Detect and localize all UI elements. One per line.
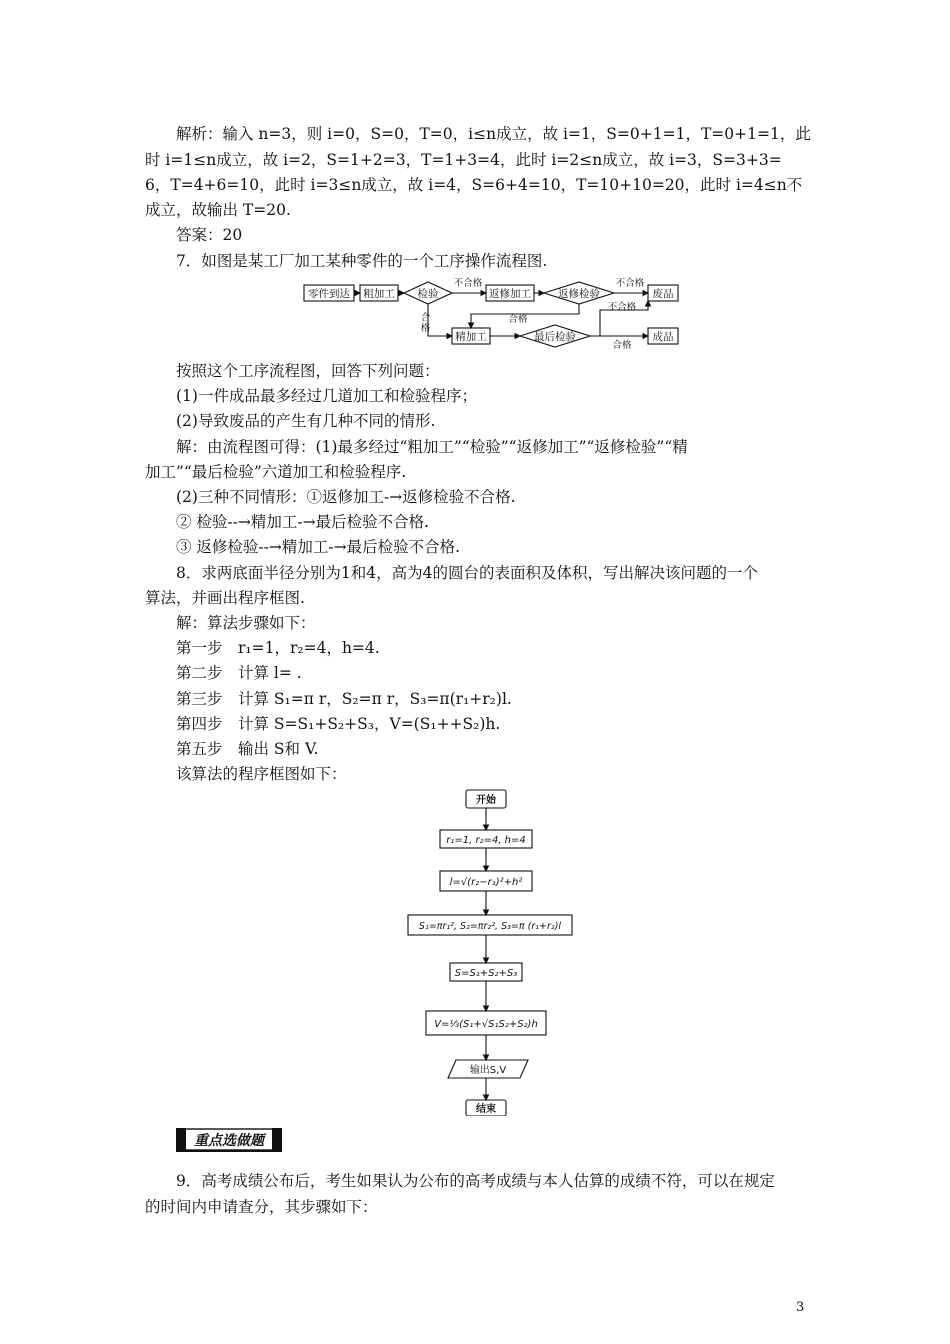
step-1: 第一步 r₁=1，r₂=4，h=4.: [176, 639, 380, 657]
step-4: 第四步 计算 S=S₁+S₂+S₃，V=(S₁++S₂)h.: [176, 715, 501, 733]
flow-calc-s-label: S₁=πr₁², S₂=πr₂², S₃=π (r₁+r₂)l: [418, 921, 562, 932]
flow-init-label: r₁=1, r₂=4, h=4: [446, 835, 526, 846]
page-number: 3: [796, 1300, 805, 1315]
label-rough: 粗加工: [363, 288, 395, 300]
question-9-line-2: 的时间内申请查分，其步骤如下：: [145, 1198, 378, 1216]
answer-7-line-4: ② 检验--→精加工-→最后检验不合格.: [176, 513, 430, 531]
question-8-line-1: 8．求两底面半径分别为1和4，高为4的圆台的表面积及体积，写出解决该问题的一个: [176, 564, 758, 582]
step-3: 第三步 计算 S₁=π r，S₂=π r，S₃=π(r₁+r₂)l.: [176, 690, 512, 708]
flow-end-label: 结束: [476, 1104, 496, 1115]
question-8-line-2: 算法，并画出程序框图.: [145, 589, 305, 607]
edge-fail-3: 不合格: [607, 302, 637, 313]
answer-7-line-3: (2)三种不同情形：①返修加工-→返修检验不合格.: [176, 488, 516, 506]
label-rework: 返修加工: [489, 288, 531, 300]
step-2: 第二步 计算 l= .: [176, 664, 302, 682]
questions-intro: 按照这个工序流程图，回答下列问题：: [176, 362, 440, 380]
flow-volume-label: V=⅓(S₁+√S₁S₂+S₂)h: [434, 1019, 538, 1030]
label-scrap: 废品: [652, 288, 674, 300]
edge-fail-2: 不合格: [615, 278, 645, 289]
process-flowchart: [300, 272, 685, 352]
flowchart-intro: 该算法的程序框图如下：: [176, 765, 347, 783]
steps-intro: 解：算法步骤如下：: [176, 614, 316, 632]
edge-pass-vertical: 合格: [418, 312, 430, 333]
algorithm-flowchart: [400, 786, 580, 1116]
step-5: 第五步 输出 S和 V.: [176, 740, 319, 758]
answer-line: 答案：20: [176, 226, 243, 244]
answer-7-line-5: ③ 返修检验--→精加工-→最后检验不合格.: [176, 538, 461, 556]
label-part-arrive: 零件到达: [308, 288, 350, 300]
answer-7-line-1: 解：由流程图可得：(1)最多经过“粗加工”“检验”“返修加工”“返修检验”“精: [176, 438, 688, 456]
question-7-1: (1)一件成品最多经过几道加工和检验程序；: [176, 387, 477, 405]
solution-line-2: 时 i=1≤n成立，故 i=2，S=1+2=3，T=1+3=4，此时 i=2≤n成立，故 i=3，S=3+3=: [145, 151, 782, 169]
label-fine: 精加工: [455, 331, 487, 343]
question-9-line-1: 9．高考成绩公布后，考生如果认为公布的高考成绩与本人估算的成绩不符，可以在规定: [176, 1172, 775, 1190]
flow-output-label: 输出S,V: [469, 1065, 507, 1076]
label-product: 成品: [652, 331, 674, 343]
flow-start-label: 开始: [476, 795, 496, 806]
flow-sum-label: S=S₁+S₂+S₃: [454, 968, 518, 979]
edge-fail-1: 不合格: [453, 278, 483, 289]
question-7-2: (2)导致废品的产生有几种不同的情形.: [176, 412, 436, 430]
flow-calc-l-label: l=√(r₂−r₁)²+h²: [449, 877, 523, 888]
section-badge-label: 重点选做题: [194, 1133, 264, 1149]
edge-pass-final: 合格: [612, 340, 632, 351]
label-rework-inspect: 返修检验: [558, 288, 600, 300]
answer-7-line-2: 加工”“最后检验”六道加工和检验程序.: [145, 463, 407, 481]
edge-pass-rework: 合格: [508, 314, 528, 325]
solution-line-1: 解析：输入 n=3，则 i=0，S=0，T=0，i≤n成立，故 i=1，S=0+1=1，T=0+1=1，此: [176, 125, 811, 143]
label-inspect: 检验: [417, 288, 439, 300]
solution-line-3: 6，T=4+6=10，此时 i=3≤n成立，故 i=4，S=6+4=10，T=10+10=20，此时 i=4≤n不: [145, 176, 803, 194]
question-7: 7．如图是某工厂加工某种零件的一个工序操作流程图.: [176, 252, 548, 270]
section-badge: [176, 1124, 282, 1152]
solution-line-4: 成立，故输出 T=20.: [145, 201, 291, 219]
label-final-inspect: 最后检验: [534, 331, 576, 343]
